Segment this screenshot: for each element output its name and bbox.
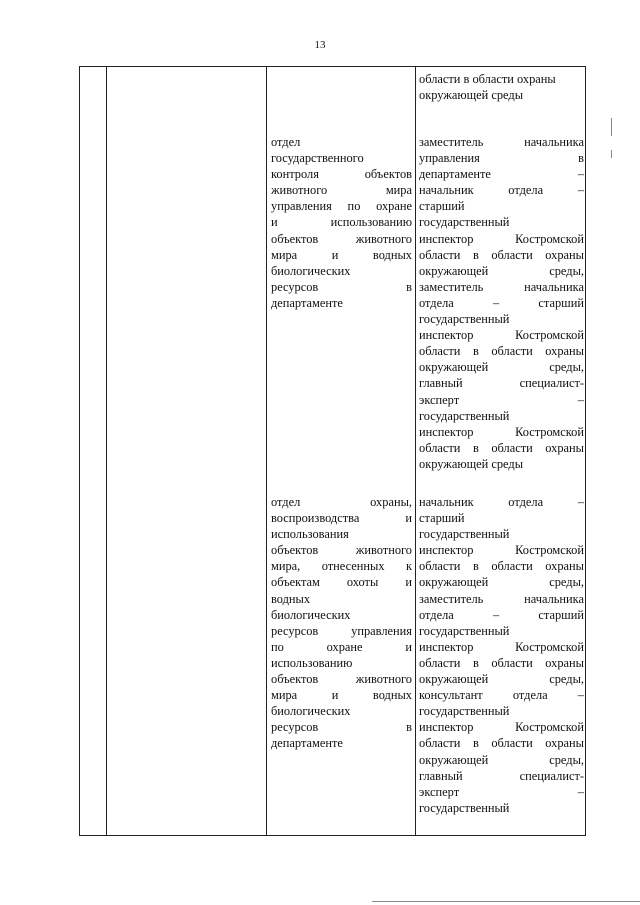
row3-department-line: по охране и — [271, 639, 412, 654]
row3-positions-line: главный специалист- — [419, 768, 584, 783]
row2-positions-line: департаменте – — [419, 167, 584, 182]
row2-positions-line: инспектор Костромской — [419, 424, 584, 439]
row2-positions-line: заместитель начальника — [419, 279, 584, 294]
row3-positions-line: окружающей среды, — [419, 672, 584, 687]
row2-department-line: животного мира — [271, 183, 412, 198]
row2-positions-line: окружающей среды, — [419, 360, 584, 375]
row2-positions-line: окружающей среды — [419, 456, 524, 471]
scan-mark-bottom — [372, 901, 640, 902]
row2-positions-line: государственный — [419, 408, 510, 423]
row3-positions-line: окружающей среды, — [419, 752, 584, 767]
row3-positions-line: государственный — [419, 704, 510, 719]
table-border-bottom — [79, 835, 586, 836]
row2-department-cell — [271, 134, 412, 311]
row2-department-line: департаменте — [271, 295, 343, 310]
page-number: 13 — [314, 39, 326, 51]
row2-positions-line: области в области охраны — [419, 247, 584, 262]
row1-positions-line: области в области охраны — [419, 72, 556, 86]
row1-positions-cell — [419, 71, 584, 103]
row3-positions-line: начальник отдела – — [419, 495, 584, 509]
row2-department-line: и использованию — [271, 215, 412, 230]
row2-positions-line: отдела – старший — [419, 295, 584, 310]
row2-positions-line: области в области охраны — [419, 344, 584, 359]
row3-department-line: водных — [271, 591, 311, 606]
table-border-right — [585, 66, 586, 836]
row2-positions-line: инспектор Костромской — [419, 328, 584, 343]
row3-department-line: объектов животного — [271, 672, 412, 687]
row3-department-line: отдел охраны, — [271, 495, 412, 509]
row2-department-line: мира и водных — [271, 247, 412, 262]
scan-mark-right-lower — [611, 150, 612, 158]
row2-positions-line: управления в — [419, 151, 584, 166]
row3-positions-line: области в области охраны — [419, 736, 584, 751]
row3-department-cell — [271, 494, 412, 752]
row3-positions-line: области в области охраны — [419, 655, 584, 670]
row3-positions-line: окружающей среды, — [419, 575, 584, 590]
row3-positions-line: инспектор Костромской — [419, 639, 584, 654]
row3-department-line: объектов животного — [271, 543, 412, 558]
table-border-col1 — [106, 66, 107, 836]
row3-positions-line: эксперт – — [419, 784, 584, 799]
row2-positions-line: государственный — [419, 215, 510, 230]
row3-department-line: воспроизводства и — [271, 511, 412, 526]
row2-department-line: биологических — [271, 263, 351, 278]
row3-department-line: объектам охоты и — [271, 575, 412, 590]
row2-department-line: ресурсов в — [271, 279, 412, 294]
table-border-col2 — [266, 66, 267, 836]
row3-positions-line: области в области охраны — [419, 559, 584, 574]
row2-positions-line: старший — [419, 199, 465, 214]
row2-department-line: объектов животного — [271, 231, 412, 246]
row2-positions-cell — [419, 134, 584, 472]
scan-mark-right — [611, 118, 612, 136]
row2-positions-line: главный специалист- — [419, 376, 584, 391]
table-border-top — [79, 66, 586, 67]
row3-positions-cell — [419, 494, 584, 816]
row3-positions-line: отдела – старший — [419, 607, 584, 622]
row3-department-line: мира, отнесенных к — [271, 559, 412, 574]
row2-department-line: контроля объектов — [271, 167, 412, 182]
row3-department-line: биологических — [271, 607, 351, 622]
table-border-left — [79, 66, 80, 836]
row3-positions-line: консультант отдела – — [419, 688, 584, 703]
row2-department-line: управления по охране — [271, 199, 412, 214]
row3-positions-line: инспектор Костромской — [419, 720, 584, 735]
row3-department-line: использованию — [271, 655, 353, 670]
row3-department-line: ресурсов в — [271, 720, 412, 735]
row3-positions-line: заместитель начальника — [419, 591, 584, 606]
row3-department-line: мира и водных — [271, 688, 412, 703]
row2-positions-line: заместитель начальника — [419, 135, 584, 149]
row3-department-line: департаменте — [271, 736, 343, 751]
row2-department-line: отдел — [271, 135, 301, 149]
row3-department-line: ресурсов управления — [271, 623, 412, 638]
row2-positions-line: окружающей среды, — [419, 263, 584, 278]
row3-positions-line: государственный — [419, 800, 510, 815]
row3-department-line: использования — [271, 527, 349, 542]
row2-positions-line: области в области охраны — [419, 440, 584, 455]
row3-positions-line: государственный — [419, 623, 510, 638]
row3-department-line: биологических — [271, 704, 351, 719]
row2-positions-line: инспектор Костромской — [419, 231, 584, 246]
row2-positions-line: государственный — [419, 312, 510, 327]
table-border-col3 — [415, 66, 416, 836]
row2-positions-line: эксперт – — [419, 392, 584, 407]
table — [79, 66, 586, 836]
row3-positions-line: инспектор Костромской — [419, 543, 584, 558]
row2-department-line: государственного — [271, 151, 364, 166]
row3-positions-line: старший — [419, 511, 465, 526]
row1-positions-line: окружающей среды — [419, 88, 524, 103]
row2-positions-line: начальник отдела – — [419, 183, 584, 198]
row3-positions-line: государственный — [419, 527, 510, 542]
